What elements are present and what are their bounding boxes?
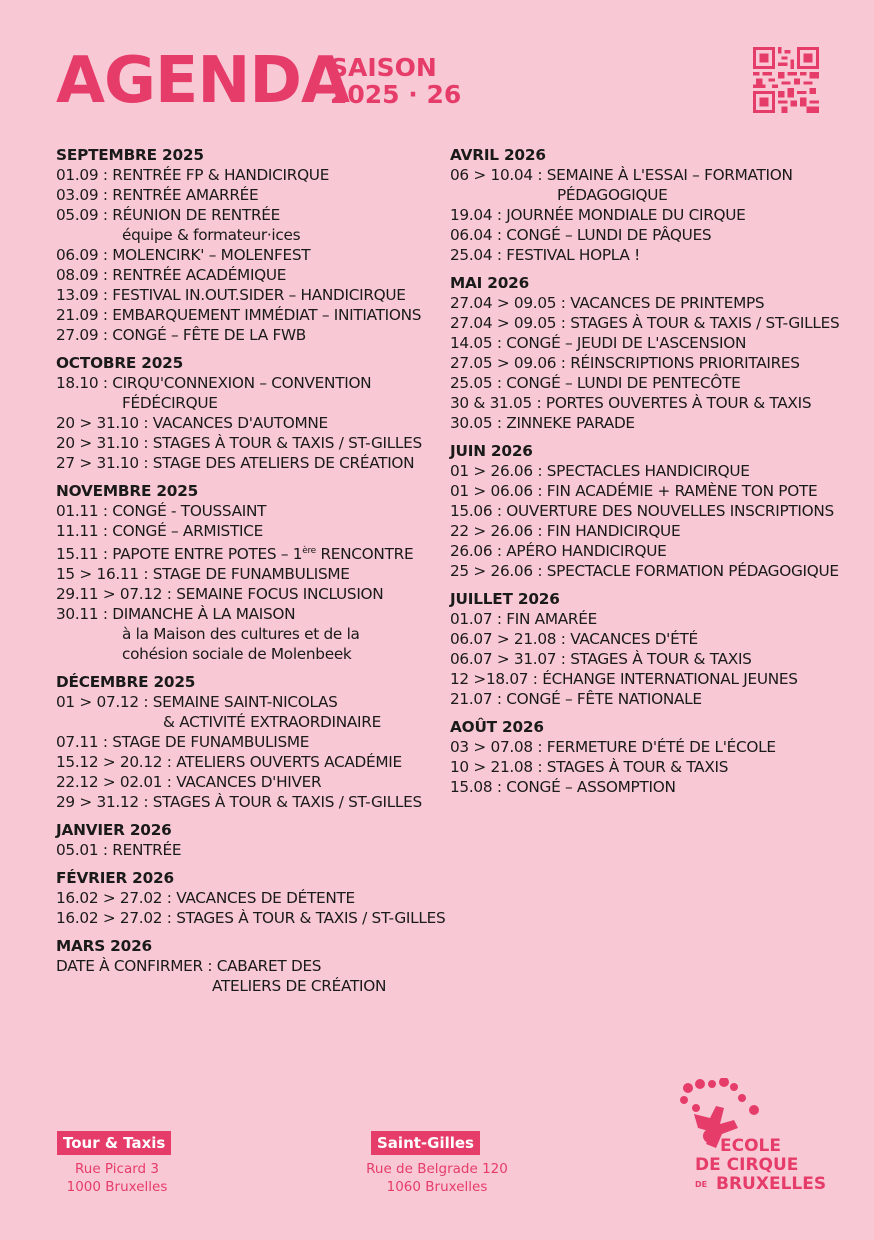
agenda-event: 03.09 : RENTRÉE AMARRÉE <box>56 186 259 204</box>
agenda-event: 26.06 : APÉRO HANDICIRQUE <box>450 542 667 560</box>
agenda-event: 30 & 31.05 : PORTES OUVERTES À TOUR & TAXIS <box>450 394 812 412</box>
agenda-event: 01.11 : CONGÉ - TOUSSAINT <box>56 502 267 520</box>
agenda-event-continuation: ATELIERS DE CRÉATION <box>212 977 387 995</box>
agenda-event: 22 > 26.06 : FIN HANDICIRQUE <box>450 522 681 540</box>
season-label-line1: SAISON <box>330 53 437 82</box>
agenda-right-column <box>450 145 850 797</box>
agenda-event: 10 > 21.08 : STAGES À TOUR & TAXIS <box>450 758 729 776</box>
month-heading: MAI 2026 <box>450 274 530 292</box>
agenda-event: 13.09 : FESTIVAL IN.OUT.SIDER – HANDICIRQUE <box>56 286 406 304</box>
agenda-event: 21.07 : CONGÉ – FÊTE NATIONALE <box>450 690 702 708</box>
agenda-event: 15.06 : OUVERTURE DES NOUVELLES INSCRIPTIONS <box>450 502 834 520</box>
location-address-saint-gilles <box>362 1160 512 1196</box>
month-heading: JUIN 2026 <box>450 442 533 460</box>
agenda-event-continuation: & ACTIVITÉ EXTRAORDINAIRE <box>163 713 381 731</box>
agenda-event: 08.09 : RENTRÉE ACADÉMIQUE <box>56 266 287 284</box>
month-heading: NOVEMBRE 2025 <box>56 482 199 500</box>
logo-text-line1: ECOLE <box>720 1136 781 1156</box>
agenda-event: 14.05 : CONGÉ – JEUDI DE L'ASCENSION <box>450 334 747 352</box>
agenda-event: 06.07 > 21.08 : VACANCES D'ÉTÉ <box>450 630 698 648</box>
month-heading: DÉCEMBRE 2025 <box>56 673 196 691</box>
location-badge-tour-taxis: Tour & Taxis <box>57 1131 171 1155</box>
agenda-event: 15.08 : CONGÉ – ASSOMPTION <box>450 778 676 796</box>
month-heading: SEPTEMBRE 2025 <box>56 146 204 164</box>
agenda-event: 27.09 : CONGÉ – FÊTE DE LA FWB <box>56 326 306 344</box>
agenda-event: 03 > 07.08 : FERMETURE D'ÉTÉ DE L'ÉCOLE <box>450 738 776 756</box>
agenda-event: 29 > 31.12 : STAGES À TOUR & TAXIS / ST-GILLES <box>56 793 422 811</box>
agenda-event: 07.11 : STAGE DE FUNAMBULISME <box>56 733 310 751</box>
month-heading: MARS 2026 <box>56 937 152 955</box>
agenda-left-column <box>56 145 446 996</box>
agenda-event: 22.12 > 02.01 : VACANCES D'HIVER <box>56 773 322 791</box>
agenda-event: 01 > 06.06 : FIN ACADÉMIE + RAMÈNE TON POTE <box>450 482 818 500</box>
logo-text-line3: BRUXELLES <box>716 1174 827 1194</box>
month-heading: JUILLET 2026 <box>450 590 560 608</box>
agenda-event: 06.07 > 31.07 : STAGES À TOUR & TAXIS <box>450 650 752 668</box>
agenda-event: 16.02 > 27.02 : VACANCES DE DÉTENTE <box>56 889 355 907</box>
address-city: 1000 Bruxelles <box>66 1179 168 1195</box>
season-label <box>330 54 461 108</box>
agenda-event: 06 > 10.04 : SEMAINE À L'ESSAI – FORMATION <box>450 166 793 184</box>
agenda-event: 19.04 : JOURNÉE MONDIALE DU CIRQUE <box>450 206 746 224</box>
agenda-event: 27 > 31.10 : STAGE DES ATELIERS DE CRÉATION <box>56 454 415 472</box>
agenda-event-continuation: FÉDÉCIRQUE <box>122 394 218 412</box>
agenda-event: 20 > 31.10 : STAGES À TOUR & TAXIS / ST-GILLES <box>56 434 422 452</box>
agenda-event: 01 > 26.06 : SPECTACLES HANDICIRQUE <box>450 462 750 480</box>
agenda-event: 16.02 > 27.02 : STAGES À TOUR & TAXIS / ST-GILLES <box>56 909 446 927</box>
agenda-event-continuation: équipe & formateur·ices <box>122 226 301 244</box>
agenda-event: 25.04 : FESTIVAL HOPLA ! <box>450 246 640 264</box>
agenda-event: 06.04 : CONGÉ – LUNDI DE PÂQUES <box>450 226 712 244</box>
agenda-event: 15.11 : PAPOTE ENTRE POTES – 1ère RENCONTRE <box>56 545 414 563</box>
ordinal-superscript: ère <box>302 546 316 556</box>
agenda-event: DATE À CONFIRMER : CABARET DES <box>56 957 322 975</box>
logo-text-de-small: DE <box>695 1180 708 1189</box>
agenda-event: 05.01 : RENTRÉE <box>56 841 182 859</box>
agenda-event: 25.05 : CONGÉ – LUNDI DE PENTECÔTE <box>450 374 741 392</box>
agenda-event-continuation: cohésion sociale de Molenbeek <box>122 645 352 663</box>
month-heading: AVRIL 2026 <box>450 146 546 164</box>
agenda-event: 12 >18.07 : ÉCHANGE INTERNATIONAL JEUNES <box>450 670 798 688</box>
agenda-event: 29.11 > 07.12 : SEMAINE FOCUS INCLUSION <box>56 585 384 603</box>
agenda-event: 11.11 : CONGÉ – ARMISTICE <box>56 522 263 540</box>
agenda-event: 21.09 : EMBARQUEMENT IMMÉDIAT – INITIATIONS <box>56 306 422 324</box>
month-heading: OCTOBRE 2025 <box>56 354 184 372</box>
month-heading: JANVIER 2026 <box>56 821 172 839</box>
agenda-event-continuation: PÉDAGOGIQUE <box>557 186 668 204</box>
address-street: Rue de Belgrade 120 <box>366 1161 508 1177</box>
location-address-tour-taxis <box>52 1160 182 1196</box>
agenda-event: 18.10 : CIRQU'CONNEXION – CONVENTION <box>56 374 372 392</box>
agenda-event: 01.09 : RENTRÉE FP & HANDICIRQUE <box>56 166 330 184</box>
address-city: 1060 Bruxelles <box>386 1179 488 1195</box>
agenda-event: 27.04 > 09.05 : VACANCES DE PRINTEMPS <box>450 294 765 312</box>
agenda-event: 05.09 : RÉUNION DE RENTRÉE <box>56 206 281 224</box>
agenda-event: 15 > 16.11 : STAGE DE FUNAMBULISME <box>56 565 350 583</box>
agenda-event: 27.05 > 09.06 : RÉINSCRIPTIONS PRIORITAIRES <box>450 354 800 372</box>
agenda-event: 27.04 > 09.05 : STAGES À TOUR & TAXIS / ST-GILLES <box>450 314 840 332</box>
agenda-event: 20 > 31.10 : VACANCES D'AUTOMNE <box>56 414 328 432</box>
agenda-event-continuation: à la Maison des cultures et de la <box>122 625 360 643</box>
address-street: Rue Picard 3 <box>75 1161 159 1177</box>
agenda-event: 30.05 : ZINNEKE PARADE <box>450 414 635 432</box>
agenda-event: 01.07 : FIN AMARÉE <box>450 610 597 628</box>
agenda-event: 15.12 > 20.12 : ATELIERS OUVERTS ACADÉMIE <box>56 753 402 771</box>
logo-text-line2: DE CIRQUE <box>695 1155 799 1175</box>
agenda-title: AGENDA <box>56 44 350 118</box>
month-heading: FÉVRIER 2026 <box>56 869 174 887</box>
qr-code-icon[interactable] <box>753 47 819 113</box>
month-heading: AOÛT 2026 <box>450 718 544 736</box>
agenda-event: 25 > 26.06 : SPECTACLE FORMATION PÉDAGOGIQUE <box>450 562 839 580</box>
location-badge-saint-gilles: Saint-Gilles <box>371 1131 480 1155</box>
season-label-line2: 2025 · 26 <box>330 80 462 109</box>
agenda-event: 01 > 07.12 : SEMAINE SAINT-NICOLAS <box>56 693 338 711</box>
agenda-event: 06.09 : MOLENCIRK' – MOLENFEST <box>56 246 311 264</box>
agenda-event: 30.11 : DIMANCHE À LA MAISON <box>56 605 296 623</box>
